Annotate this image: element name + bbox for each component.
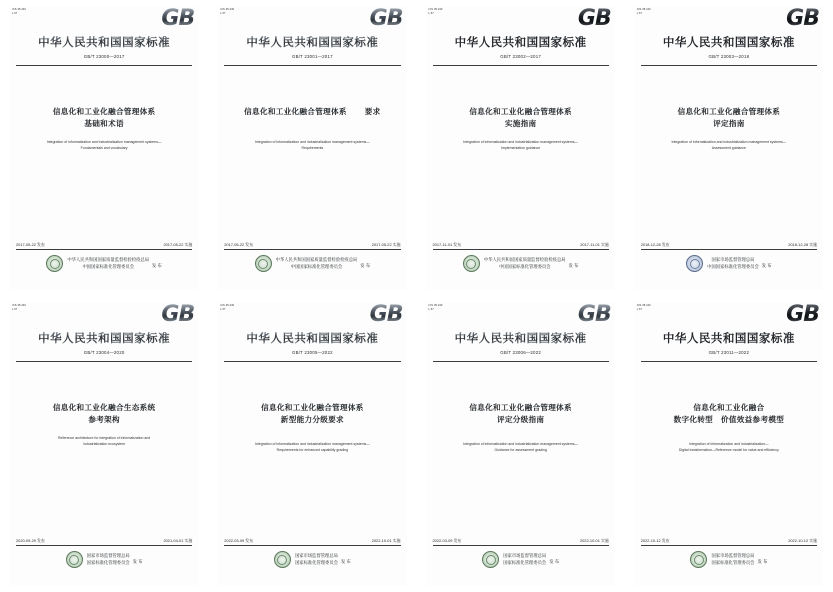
english-title [20,436,188,447]
classification-code: L 67 [220,307,226,311]
standard-cover[interactable] [417,0,625,296]
english-title-line-1: Integration of informatization and industrialization management systems— [463,442,579,446]
chinese-title-line-2: 参考架构 [88,414,120,424]
national-standard-title: 中华人民共和国国家标准 [662,331,795,345]
national-emblem-icon [482,551,499,568]
issuer-block [16,551,192,568]
issue-date: 2017-05-22 发布 [16,242,45,247]
ics-code: ICS 35.240 [12,8,26,11]
chinese-title-line-2: 评定分级指南 [496,414,545,424]
english-title-line-2: Assessment guidance [711,145,746,150]
ics-code-block [637,8,651,16]
date-row [641,242,817,248]
issue-date: 2017-11-01 发布 [432,242,461,247]
effective-date: 2022-10-01 实施 [579,538,609,543]
national-emblem-icon [46,255,63,272]
national-standard-title: 中华人民共和国国家标准 [10,34,198,50]
gb-logo-icon: GB [369,6,403,31]
header-divider [641,65,817,66]
standard-number: GB/T 23002—2017 [500,54,541,59]
gb-logo-icon: GB [161,6,195,31]
english-title-line-2: Implementation guidance [501,145,541,150]
header-divider [16,361,192,362]
english-title-line-1: Reference architecture for integration of informatization and [58,436,151,440]
cover-canvas [10,6,198,290]
standard-number: GB/T 23005—2022 [291,350,333,355]
issuer-line-1: 国家市场监督管理总局 [711,256,755,262]
chinese-title-line-2: 实施指南 [504,118,537,128]
issuer-block [433,551,609,568]
chinese-title-line-1: 信息化和工业化融合管理体系 [244,107,347,116]
ics-code: ICS 35.240 [636,304,651,307]
chinese-title-line-1: 信息化和工业化融合管理体系 [469,107,572,116]
national-standard-title: 中华人民共和国国家标准 [218,34,406,50]
chinese-title-line-1: 信息化和工业化融合管理体系 [52,107,156,116]
chinese-title [643,106,815,130]
english-title [645,442,813,453]
chinese-title-line-1: 信息化和工业化融合管理体系 [469,403,572,412]
standard-number: GB/T 23004—2020 [83,350,125,355]
date-row [224,538,400,544]
chinese-title [643,402,815,426]
issuer-line-1: 国家市场监督管理总局 [294,552,338,558]
national-emblem-icon [686,255,703,272]
english-title-line-1: Integration of informatization and industrialization— [689,442,769,446]
english-title-line-2: Requirements for enhanced capability grading [276,447,349,452]
classification-code: L 67 [12,307,18,311]
issuer-line-2: 中国国家标准化管理委员会 [707,263,759,269]
ics-code-block [637,304,651,312]
issuer-names [711,553,754,567]
issuer-names [295,553,338,567]
effective-date: 2021-04-01 实施 [163,538,193,543]
issuer-block [433,255,609,272]
english-title [228,442,396,453]
header-divider [16,65,192,66]
cover-canvas [635,302,823,586]
issuer-row [87,553,143,567]
english-title-line-1: Integration of informatization and industrialization management systems— [254,442,370,446]
national-emblem-icon [690,551,707,568]
issuer-line-2: 国家标准化管理委员会 [294,559,338,565]
english-title [437,140,605,151]
classification-code: L 67 [428,307,434,311]
issuer-row [295,553,351,567]
chinese-title-line-2: 评定指南 [713,118,745,128]
issuer-line-1: 中华人民共和国国家质量监督检验检疫总局 [483,256,566,262]
footer-divider [16,545,192,546]
footer-divider [641,249,817,250]
english-title-line-1: Integration of informatization and industrialization management systems— [463,140,579,144]
classification-code: L 67 [428,11,434,15]
issuer-line-1: 国家市场监督管理总局 [711,552,755,558]
issue-date: 2022-03-09 发布 [224,538,254,543]
issuer-line-2: 国家标准化管理委员会 [711,559,755,565]
footer-divider [641,545,817,546]
effective-date: 2017-05-22 实施 [163,242,193,247]
chinese-title [18,402,190,426]
national-standard-title: 中华人民共和国国家标准 [662,35,795,49]
chinese-title [226,106,398,118]
issuer-row [503,553,559,567]
issuer-line-2: 中国国家标准化管理委员会 [82,263,134,269]
english-title [20,140,188,151]
footer-divider [16,249,192,250]
chinese-title-line-1: 信息化和工业化融合生态系统 [52,403,156,412]
issue-date: 2018-12-28 发布 [640,242,670,247]
standard-cover[interactable] [0,0,208,296]
publish-label: 发 布 [549,559,559,565]
ics-code: ICS 35.240 [220,304,235,307]
ics-code-block [12,304,26,312]
footer-divider [224,545,400,546]
issuer-line-2: 中国国家标准化管理委员会 [290,263,343,269]
header-divider [224,361,400,362]
english-title [437,442,605,453]
cover-canvas [427,302,615,586]
issue-date: 2022-03-09 发布 [432,538,462,543]
standard-number: GB/T 23003—2018 [708,54,750,59]
classification-code: L 67 [636,11,643,15]
header-divider [433,361,609,362]
classification-code: L 67 [12,11,18,15]
ics-code-block [12,8,26,16]
ics-code-block [220,8,234,16]
standard-cover[interactable] [208,296,416,592]
effective-date: 2018-12-28 实施 [788,242,817,247]
english-title-line-1: Integration of informatization and industrialization management systems— [254,140,370,144]
publish-label: 发 布 [340,559,351,565]
classification-code: L 67 [220,11,226,15]
english-title [645,140,813,151]
ics-code: ICS 35.240 [636,8,651,11]
publish-label: 发 布 [757,559,768,565]
issuer-names [67,257,149,271]
standard-number: GB/T 23011—2022 [708,350,750,355]
national-emblem-icon [66,551,83,568]
ics-code-block [429,304,443,312]
gb-logo-icon: GB [577,302,611,327]
gb-logo-icon: GB [786,6,819,31]
standard-number: GB/T 23000—2017 [83,54,125,59]
issuer-block [641,255,817,272]
footer-divider [433,249,609,250]
issuer-block [224,551,400,568]
issuer-row [707,257,771,271]
gb-logo-icon: GB [369,302,403,327]
chinese-title-line-2: 新型能力分级要求 [280,414,344,424]
english-title-line-1: Integration of informatization and industrialization management systems— [671,140,787,144]
effective-date: 2022-10-01 实施 [371,538,401,543]
standard-cover[interactable] [625,296,833,592]
chinese-title [435,402,607,426]
national-standard-title: 中华人民共和国国家标准 [218,330,406,346]
issuer-line-1: 国家市场监督管理总局 [503,552,547,558]
issuer-line-2: 中国国家标准化管理委员会 [498,263,551,269]
publish-label: 发 布 [360,263,371,269]
cover-canvas [427,6,615,290]
cover-canvas [635,6,823,290]
header-divider [433,65,609,66]
issuer-line-1: 国家市场监督管理总局 [86,552,130,558]
chinese-title [226,402,398,426]
english-title-line-2: Digital transformation—Reference model for value and efficiency [678,447,779,452]
chinese-title [435,106,607,130]
standard-cover[interactable] [0,296,208,592]
issuer-names [276,257,358,271]
footer-divider [433,545,609,546]
issue-date: 2017-05-22 发布 [224,242,254,247]
issuer-row [67,257,161,271]
ics-code: ICS 35.240 [428,304,443,307]
footer-divider [224,249,400,250]
date-row [433,242,609,248]
issuer-names [503,553,546,567]
issuer-line-2: 国家标准化管理委员会 [86,559,130,565]
date-row [224,242,400,248]
issuer-row [276,257,370,271]
issuer-line-1: 中华人民共和国国家质量监督检验检疫总局 [275,256,358,262]
chinese-title-line-2: 数字化转型 价值效益参考模型 [673,414,785,424]
issuer-block [16,255,192,272]
gb-logo-icon: GB [786,302,819,327]
issuer-block [224,255,400,272]
issuer-row [484,257,578,271]
chinese-title-line-1: 信息化和工业化融合 [693,403,765,412]
classification-code: L 67 [636,307,643,311]
issuer-names [484,257,566,271]
english-title-line-2: Requirements [301,145,324,150]
cover-canvas [218,302,406,586]
national-standard-title: 中华人民共和国国家标准 [427,330,615,346]
standard-number: GB/T 23006—2022 [500,350,541,355]
gb-logo-icon: GB [577,6,611,31]
cover-canvas [218,6,406,290]
standard-number: GB/T 23001—2017 [291,54,333,59]
national-emblem-icon [463,255,480,272]
gb-logo-icon: GB [161,302,195,327]
standard-cover[interactable] [417,296,625,592]
issuer-line-1: 中华人民共和国国家质量监督检验检疫总局 [67,256,150,262]
english-title-line-2: industrialization ecosystem [83,441,126,446]
ics-code-block [220,304,234,312]
ics-code: ICS 35.240 [220,8,235,11]
ics-code: ICS 35.240 [12,304,26,307]
english-title-line-2: Fundamentals and vocabulary [80,145,128,150]
standard-cover[interactable] [208,0,416,296]
publish-label: 发 布 [761,263,772,269]
chinese-title-line-2: 要求 [364,107,381,116]
header-divider [224,65,400,66]
issue-date: 2020-09-29 发布 [16,538,45,543]
national-standard-title: 中华人民共和国国家标准 [454,35,587,49]
issue-date: 2022-10-12 发布 [640,538,670,543]
cover-canvas [10,302,198,586]
english-title-line-1: Integration of informatization and industrialization management systems— [46,140,162,144]
issuer-block [641,551,817,568]
chinese-title-line-1: 信息化和工业化融合管理体系 [677,107,781,116]
ics-code-block [429,8,443,16]
effective-date: 2017-11-01 实施 [580,242,609,247]
header-divider [641,361,817,362]
publish-label: 发 布 [152,263,162,269]
issuer-names [87,553,130,567]
issuer-line-2: 国家标准化管理委员会 [503,559,547,565]
date-row [641,538,817,544]
date-row [16,242,192,248]
national-emblem-icon [255,255,272,272]
chinese-title [18,106,190,130]
issuer-row [711,553,767,567]
publish-label: 发 布 [132,559,143,565]
effective-date: 2022-10-12 实施 [788,538,817,543]
national-standard-title: 中华人民共和国国家标准 [10,330,198,346]
ics-code: ICS 35.240 [428,8,443,11]
chinese-title-line-1: 信息化和工业化融合管理体系 [261,403,364,412]
date-row [433,538,609,544]
national-emblem-icon [274,551,291,568]
standard-cover[interactable] [625,0,833,296]
effective-date: 2017-05-22 实施 [371,242,401,247]
publish-label: 发 布 [568,263,579,269]
date-row [16,538,192,544]
english-title [228,140,396,151]
english-title-line-2: Guidance for assessment grading [494,447,547,452]
chinese-title-line-2: 基础和术语 [84,118,124,128]
issuer-names [707,257,759,271]
